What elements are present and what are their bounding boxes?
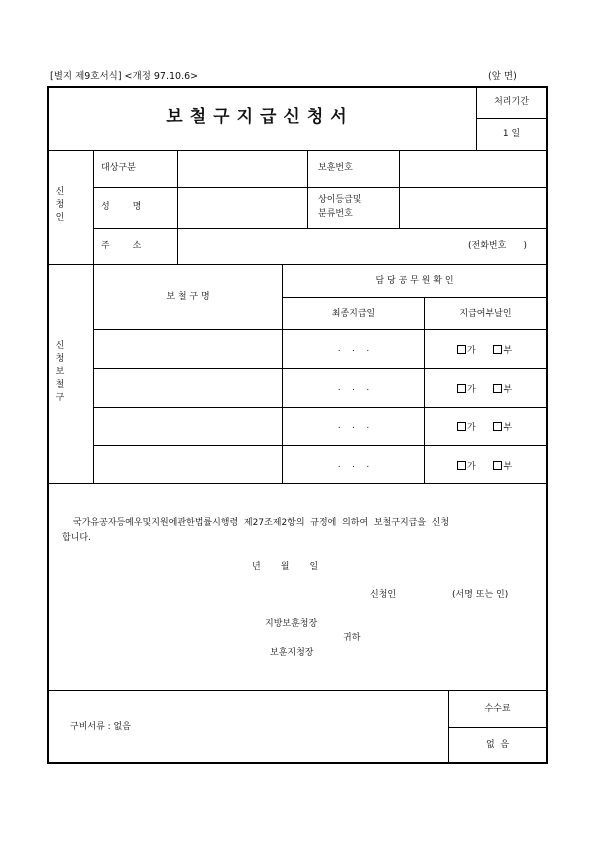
last-date-field-2[interactable]: . . . [337, 383, 370, 393]
injury-grade-label-line2: 분류번호 [318, 209, 353, 219]
processing-period-label: 처리기간 [494, 97, 529, 107]
recipient-branch-office: 보훈지청장 [270, 648, 314, 658]
frame-bottom [47, 762, 548, 764]
approve-label-4: 가 [467, 462, 476, 472]
approval-options-3 [457, 422, 512, 433]
applicant-row-line-1 [93, 187, 546, 188]
deny-checkbox-2[interactable] [493, 384, 502, 393]
frame-right [546, 86, 548, 763]
approve-label-1: 가 [467, 346, 476, 356]
statement-line-1: 국가유공자등예우및지원에관한법률시행령 제27조제2항의 규정에 의하여 보철구지급을 신청 [73, 518, 450, 528]
form-number: [별지 제9호서식] <개정 97.10.6> [50, 71, 199, 82]
deny-checkbox-4[interactable] [493, 461, 502, 470]
device-row-line-1 [93, 368, 546, 369]
approve-checkbox-3[interactable] [457, 422, 466, 431]
fee-row-line [448, 727, 546, 728]
approve-checkbox-4[interactable] [457, 461, 466, 470]
deny-label-1: 부 [503, 346, 513, 356]
approve-checkbox-2[interactable] [457, 384, 466, 393]
signature-field[interactable]: (서명 또는 인) [452, 590, 509, 600]
deny-label-4: 부 [503, 462, 513, 472]
device-header-bottom [93, 329, 546, 330]
last-date-field-1[interactable]: . . . [337, 344, 370, 354]
applicant-middle-divider-b [399, 150, 400, 228]
officer-split-divider [424, 297, 425, 483]
footer-top-line [48, 690, 546, 691]
deny-checkbox-3[interactable] [493, 422, 502, 431]
device-name-header: 보 철 구 명 [166, 292, 210, 302]
processing-divider [476, 118, 547, 119]
devices-section-label: 신청보철구 [55, 341, 65, 403]
deny-label-3: 부 [503, 423, 513, 433]
approve-checkbox-1[interactable] [457, 345, 466, 354]
required-documents: 구비서류 : 없음 [70, 722, 131, 732]
frame-left [47, 86, 49, 763]
approve-label-3: 가 [467, 423, 476, 433]
last-date-field-4[interactable]: . . . [337, 460, 370, 470]
applicant-section-label: 신청인 [55, 187, 65, 223]
statement-line-2: 합니다. [62, 533, 91, 543]
applicant-row-line-2 [93, 228, 546, 229]
applicant-middle-divider-a [307, 150, 308, 228]
devices-top-line [48, 264, 546, 265]
injury-grade-label-line1: 상이등급및 [318, 195, 362, 205]
device-row-line-2 [93, 407, 546, 408]
phone-label: (전화번호 ) [468, 241, 527, 251]
officer-check-header: 담 당 공 무 원 확 인 [375, 276, 454, 286]
veteran-number-label: 보훈번호 [318, 163, 353, 173]
address-label: 주 소 [101, 241, 142, 251]
fee-divider [448, 690, 449, 762]
page-side-label: (앞 면) [488, 71, 517, 82]
recipient-honorific: 귀하 [343, 633, 361, 643]
deny-label-2: 부 [503, 385, 513, 395]
name-label: 성 명 [101, 202, 142, 212]
approval-options-1 [457, 345, 512, 356]
officer-header-line [282, 297, 546, 298]
approval-header: 지급여부날인 [459, 309, 512, 319]
processing-period-value: 1 일 [502, 129, 521, 139]
form-title: 보철구지급신청서 [166, 107, 354, 127]
fee-value: 없 음 [485, 740, 510, 750]
device-row-line-3 [93, 445, 546, 446]
section-label-divider [93, 150, 94, 483]
deny-checkbox-1[interactable] [493, 345, 502, 354]
applicant-signer-label: 신청인 [370, 590, 397, 600]
recipient-regional-office: 지방보훈청장 [265, 619, 318, 629]
last-date-field-3[interactable]: . . . [337, 421, 370, 431]
applicant-label-divider [177, 150, 178, 264]
frame-top [47, 86, 548, 88]
approval-options-4 [457, 461, 512, 472]
application-date: 년 월 일 [252, 562, 319, 572]
approval-options-2 [457, 384, 512, 395]
fee-label: 수수료 [484, 704, 511, 714]
approve-label-2: 가 [467, 385, 476, 395]
category-label: 대상구분 [101, 163, 136, 173]
statement-top-line [48, 483, 546, 484]
last-date-header: 최종지급일 [331, 309, 376, 319]
applicant-top-line [48, 150, 546, 151]
